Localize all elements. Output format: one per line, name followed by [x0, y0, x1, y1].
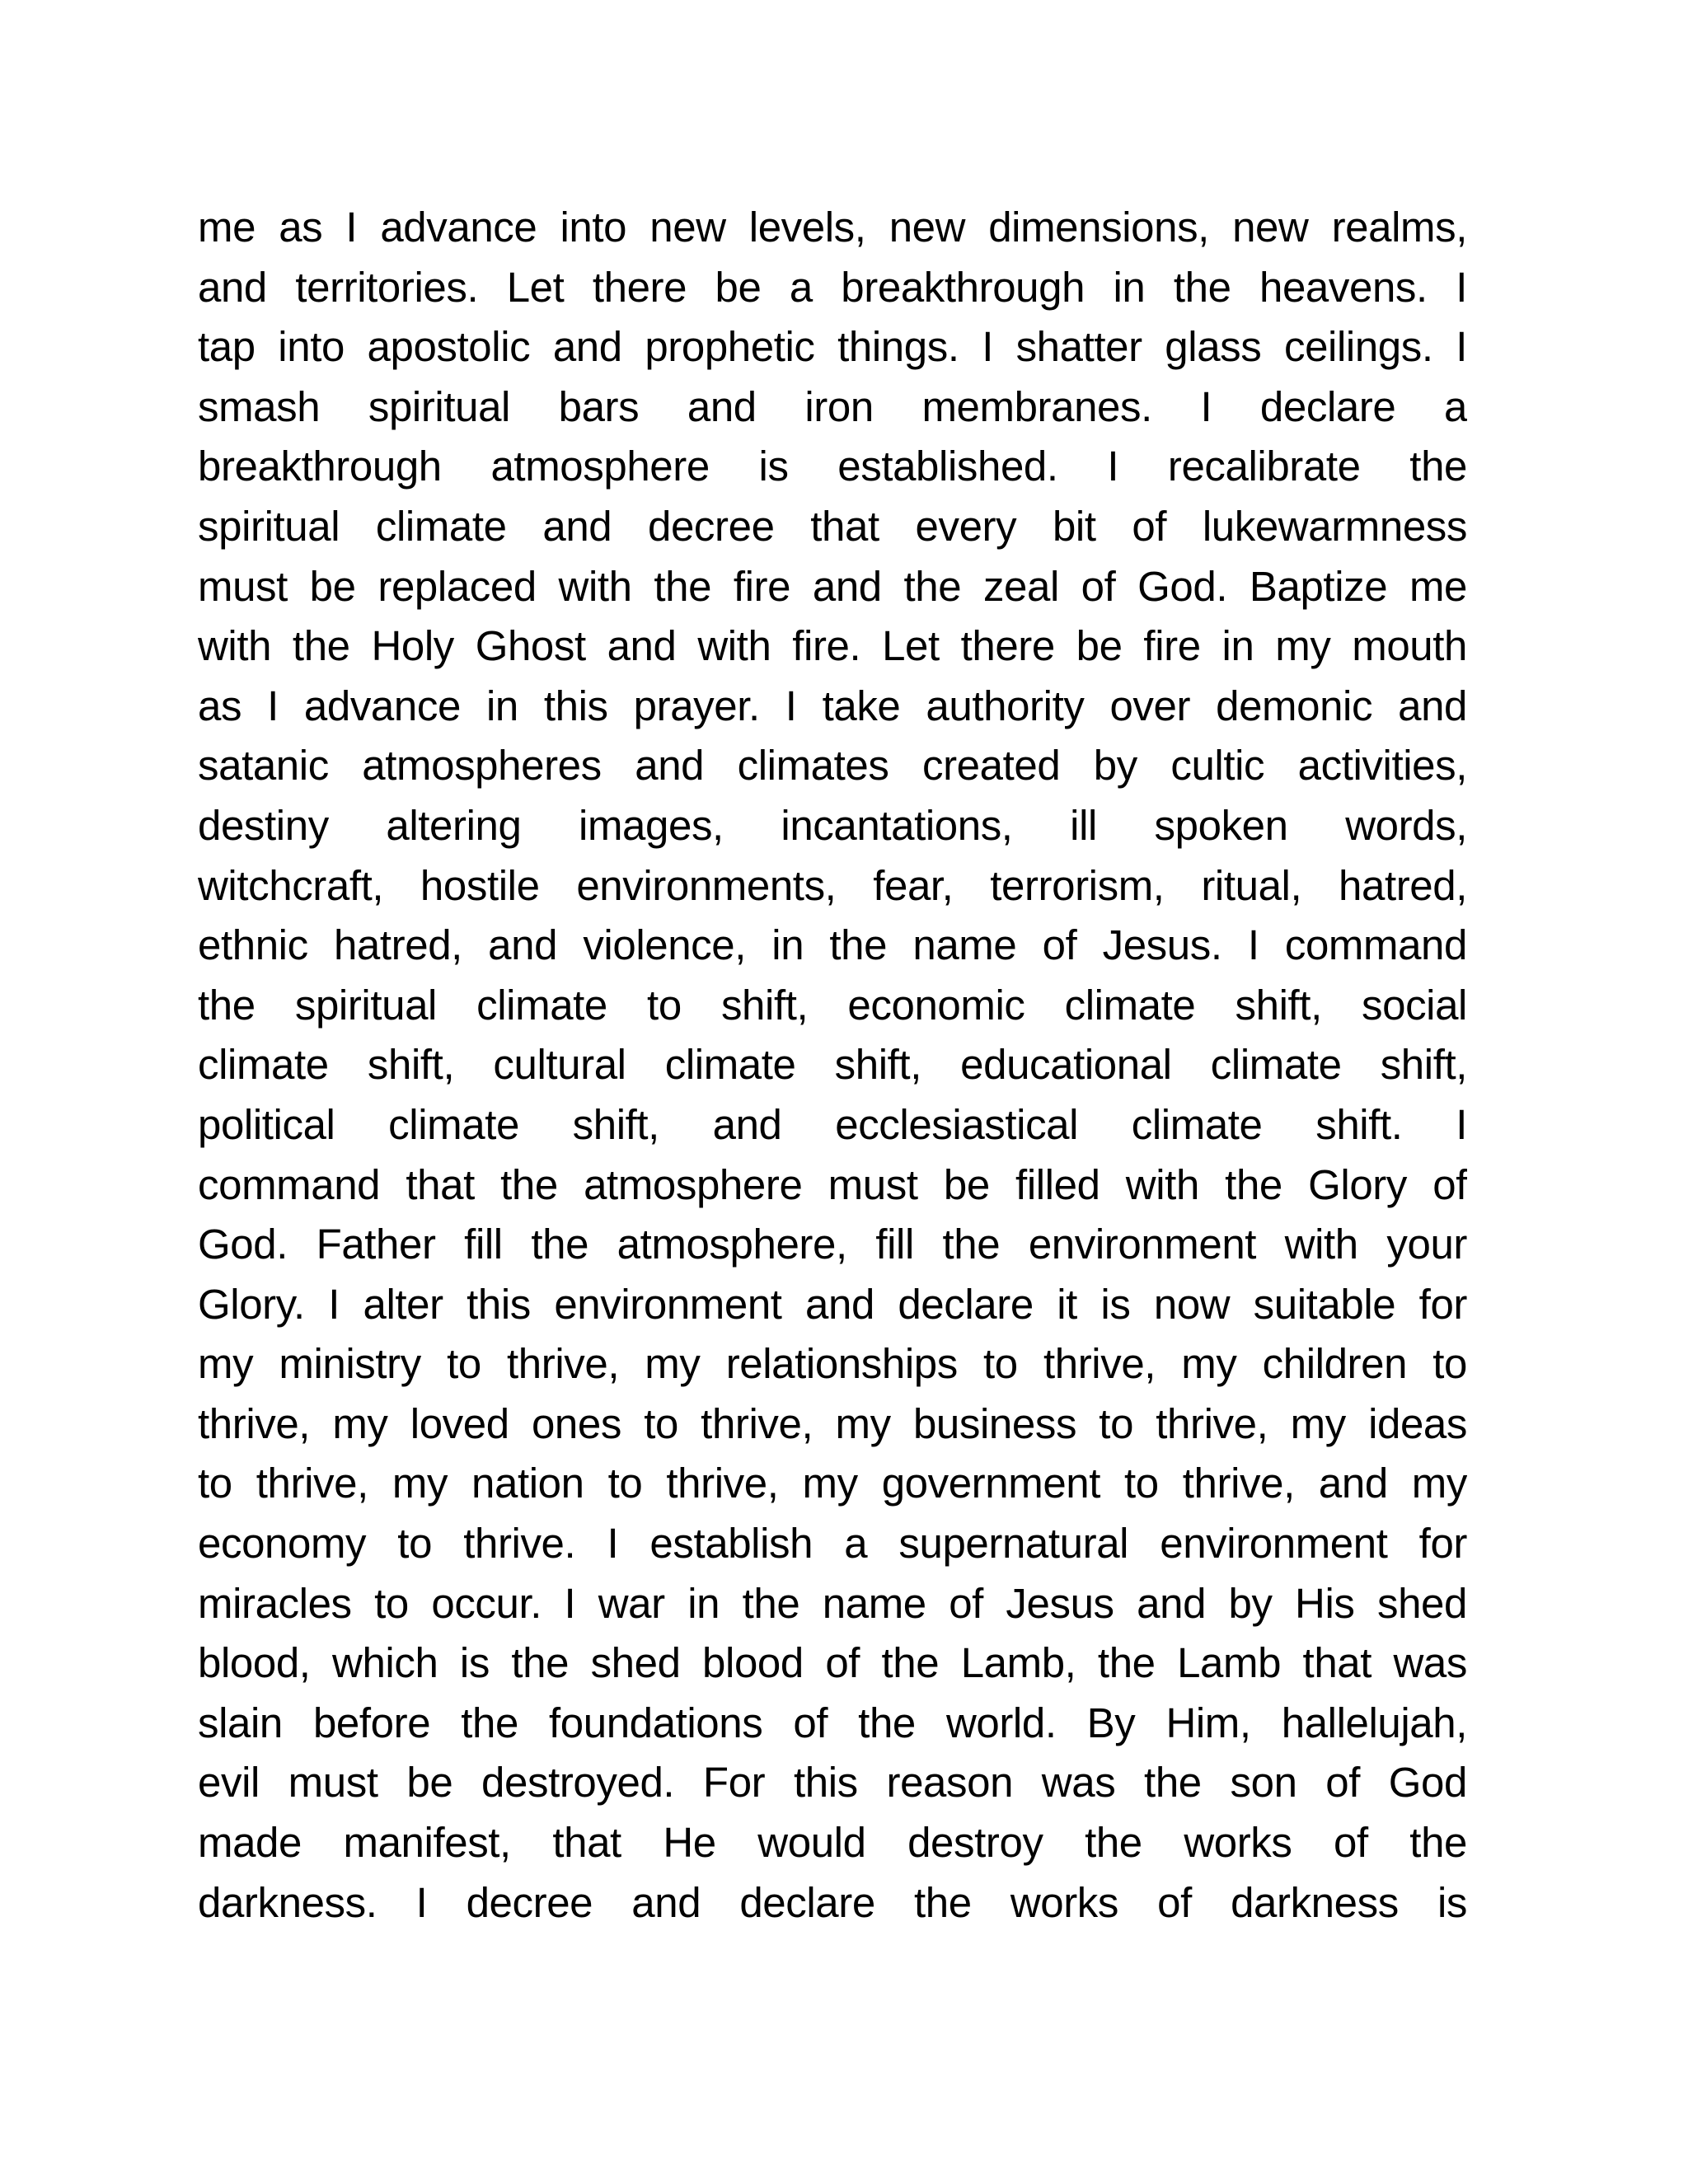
- text-line-17: command that the atmosphere must be filled with the Glory of: [198, 1160, 1467, 1208]
- text-line-15: climate shift, cultural climate shift, educational climate shift,: [198, 1041, 1467, 1089]
- text-line-29: darkness. I decree and declare the works of darkness is: [198, 1878, 1467, 1926]
- text-line-1: me as I advance into new levels, new dimensions, new realms,: [198, 204, 1467, 251]
- text-line-21: thrive, my loved ones to thrive, my business to thrive, my ideas: [198, 1399, 1467, 1447]
- body-text: [198, 198, 1467, 1933]
- text-line-10: satanic atmospheres and climates created by cultic activities,: [198, 742, 1467, 790]
- text-line-5: breakthrough atmosphere is established. I recalibrate the: [198, 443, 1467, 490]
- text-line-6: spiritual climate and decree that every bit of lukewarmness: [198, 502, 1467, 550]
- text-line-4: smash spiritual bars and iron membranes. I declare a: [198, 382, 1467, 430]
- text-line-20: my ministry to thrive, my relationships to thrive, my children to: [198, 1340, 1467, 1388]
- text-line-3: tap into apostolic and prophetic things. I shatter glass ceilings. I: [198, 323, 1467, 371]
- text-line-11: destiny altering images, incantations, ill spoken words,: [198, 801, 1467, 849]
- text-line-19: Glory. I alter this environment and declare it is now suitable for: [198, 1280, 1467, 1328]
- text-line-26: slain before the foundations of the world. By Him, hallelujah,: [198, 1699, 1467, 1746]
- text-line-14: the spiritual climate to shift, economic climate shift, social: [198, 981, 1467, 1029]
- text-line-7: must be replaced with the fire and the zeal of God. Baptize me: [198, 562, 1467, 610]
- text-line-12: witchcraft, hostile environments, fear, terrorism, ritual, hatred,: [198, 861, 1467, 909]
- text-line-2: and territories. Let there be a breakthrough in the heavens. I: [198, 263, 1467, 311]
- text-line-8: with the Holy Ghost and with fire. Let there be fire in my mouth: [198, 622, 1467, 670]
- text-line-22: to thrive, my nation to thrive, my government to thrive, and my: [198, 1460, 1467, 1507]
- text-line-25: blood, which is the shed blood of the Lamb, the Lamb that was: [198, 1639, 1467, 1687]
- text-line-27: evil must be destroyed. For this reason was the son of God: [198, 1759, 1467, 1807]
- text-line-13: ethnic hatred, and violence, in the name of Jesus. I command: [198, 921, 1467, 969]
- text-line-9: as I advance in this prayer. I take authority over demonic and: [198, 682, 1467, 729]
- text-line-23: economy to thrive. I establish a supernatural environment for: [198, 1520, 1467, 1568]
- text-line-18: God. Father fill the atmosphere, fill the environment with your: [198, 1221, 1467, 1268]
- text-line-28: made manifest, that He would destroy the works of the: [198, 1819, 1467, 1867]
- text-line-16: political climate shift, and ecclesiastical climate shift. I: [198, 1100, 1467, 1148]
- text-line-24: miracles to occur. I war in the name of Jesus and by His shed: [198, 1579, 1467, 1627]
